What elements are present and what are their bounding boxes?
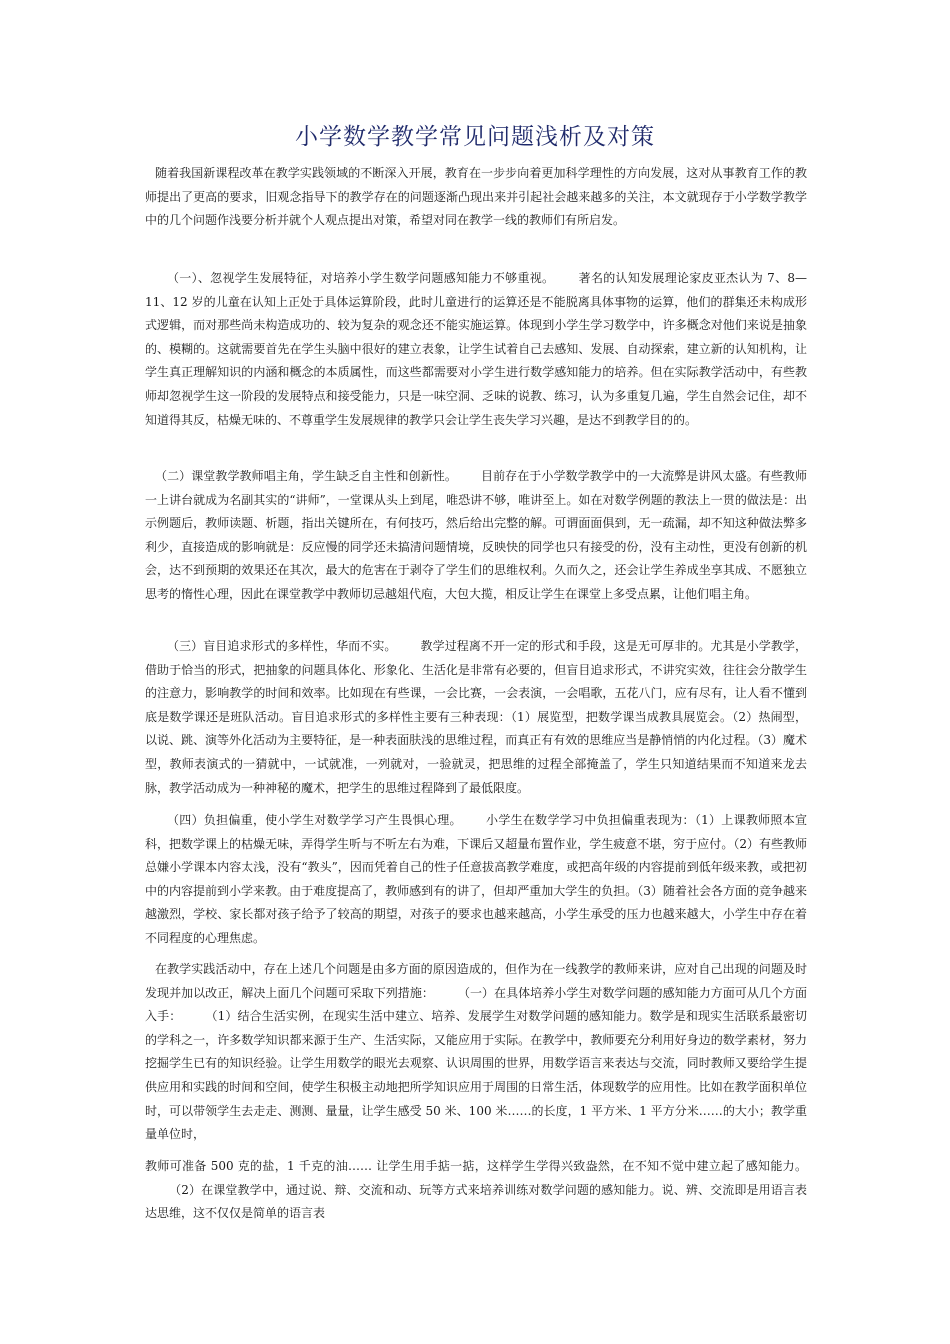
section-2-text: 目前存在于小学数学教学中的一大流弊是讲风太盛。有些教师一上讲台就成为名副其实的“讲师”，一堂课从头上到尾，唯恐讲不够，唯讲至上。如在对数学例题的教法上一贯的做法是：出示例题后，教师读题、析题，指出关键所在，有何技巧，然后给出完整的解。可谓面面俱到，无一疏漏，却不知这种做法弊多利少，直接造成的影响就是：反应慢的同学还未搞清问题情境，反映快的同学也只有接受的份，没有主动性，更没有创新的机会，达不到预期的效果还在其次，最大的危害在于剥夺了学生们的思维权利。久而久之，还会让学生养成坐享其成、不愿独立思考的惰性心理，因此在课堂教学中教师切忌越俎代庖，大包大揽，相反让学生在课堂上多受点累，让他们唱主角。 — [145, 469, 807, 601]
measures-paragraph — [145, 958, 807, 1147]
measures-point-2: （2）在课堂教学中，通过说、辩、交流和动、玩等方式来培养训练对数学问题的感知能力。说、辨、交流即是用语言表达思维，这不仅仅是简单的语言表 — [145, 1182, 807, 1221]
page-title: 小学数学教学常见问题浅析及对策 — [295, 124, 655, 150]
section-3-heading: （三）盲目追求形式的多样性，华而不实。 — [167, 639, 397, 653]
section-2-heading: （二）课堂教学教师唱主角，学生缺乏自主性和创新性。 — [155, 469, 457, 483]
intro-paragraph: 随着我国新课程改革在教学实践领域的不断深入开展，教育在一步步向着更加科学理性的方向发展，这对从事教育工作的教师提出了更高的要求，旧观念指导下的教学存在的问题逐渐凸现出来并引起社会越来越多的关注，本文就现存于小学数学教学中的几个问题作浅要分析并就个人观点提出对策，希望对同在教学一线的教师们有所启发。 — [145, 166, 807, 228]
measures-point-1: （1）结合生活实例，在现实生活中建立、培养、发展学生对数学问题的感知能力。数学是和现实生活联系最密切的学科之一，许多数学知识都来源于生产、生活实际，又能应用于实际。在教学中，教师要充分利用好身边的数学素材，努力挖掘学生已有的知识经验。让学生用数学的眼光去观察、认识周围的世界，用数学语言来表达与交流，同时教师又要给学生提供应用和实践的时间和空间，使学生积极主动地把所学知识应用于周围的日常生活，体现数学的应用性。比如在教学面积单位时，可以带领学生去走走、测测、量量，让学生感受 50 米、100 米……的长度，1 平方米、1 平方分米……的大小；教学重量单位时， — [145, 1009, 807, 1142]
continuation-text: 教师可准备 500 克的盐，1 千克的油…… 让学生用手掂一掂，这样学生学得兴致盎然，在不知不觉中建立起了感知能力。 — [145, 1159, 807, 1173]
continuation-paragraph — [145, 1155, 807, 1226]
section-1-heading: （一）、忽视学生发展特征，对培养小学生数学问题感知能力不够重视。 — [167, 271, 555, 285]
section-3-paragraph — [145, 635, 807, 800]
section-2-paragraph — [145, 465, 807, 607]
measures-intro: 在教学实践活动中，存在上述几个问题是由多方面的原因造成的，但作为在一线教学的教师来讲，应对自己出现的问题及时发现并加以改正，解决上面几个问题可采取下列措施： — [145, 962, 807, 1000]
section-1-text: 著名的认知发展理论家皮亚杰认为 7、8—11、12 岁的儿童在认知上正处于具体运算阶段，此时儿童进行的运算还是不能脱离具体事物的运算，他们的群集还未构成形式逻辑，而对那些尚未构造成功的、较为复杂的观念还不能实施运算。体现到小学生学习数学中，许多概念对他们来说是抽象的、模糊的。这就需要首先在学生头脑中很好的建立表象，让学生试着自己去感知、发展、自动探索，建立新的认知机构，让学生真正理解知识的内涵和概念的本质属性，而这些都需要对小学生进行数学感知能力的培养。但在实际教学活动中，有些教师却忽视学生这一阶段的发展特点和接受能力，只是一味空洞、乏味的说教、练习，认为多重复几遍，学生自然会记住，却不知道得其反，枯燥无味的、不尊重学生发展规律的教学只会让学生丧失学习兴趣，是达不到教学目的的。 — [145, 271, 807, 427]
section-3-text: 教学过程离不开一定的形式和手段，这是无可厚非的。尤其是小学教学，借助于恰当的形式，把抽象的问题具体化、形象化、生活化是非常有必要的，但盲目追求形式，不讲究实效，往往会分散学生的注意力，影响教学的时间和效率。比如现在有些课，一会比赛，一会表演，一会唱歌，五花八门，应有尽有，让人看不懂到底是数学课还是班队活动。盲目追求形式的多样性主要有三种表现：（1）展览型，把数学课当成教具展览会。（2）热闹型，以说、跳、演等外化活动为主要特征，是一种表面肤浅的思维过程，而真正有有效的思维应当是静悄悄的内化过程。（3）魔术型，教师表演式的一猜就中，一试就准，一列就对，一验就灵，把思维的过程全部掩盖了，学生只知道结果而不知道来龙去脉，教学活动成为一种神秘的魔术，把学生的思维过程降到了最低限度。 — [145, 639, 807, 795]
section-1-paragraph — [145, 267, 807, 432]
section-4-paragraph — [145, 809, 807, 951]
measures-subheading: （一）在具体培养小学生对数学问题的感知能力方面可从几个方面入手： — [145, 985, 807, 1024]
section-4-heading: （四）负担偏重，使小学生对数学学习产生畏惧心理。 — [167, 813, 462, 827]
section-4-text: 小学生在数学学习中负担偏重表现为：（1）上课教师照本宣科，把数学课上的枯燥无味，弄得学生听与不听左右为难，下课后又超量布置作业，学生疲意不堪，穷于应付。（2）有些教师总嫌小学课本内容太浅，没有“教头”，因而凭着自己的性子任意拔高教学难度，或把高年级的内容提前到低年级来教，或把初中的内容提前到小学来教。由于难度提高了，教师感到有的讲了，但却严重加大学生的负担。（3）随着社会各方面的竞争越来越激烈，学校、家长都对孩子给予了较高的期望，对孩子的要求也越来越高，小学生承受的压力也越来越大，小学生中存在着不同程度的心理焦虑。 — [145, 813, 807, 945]
